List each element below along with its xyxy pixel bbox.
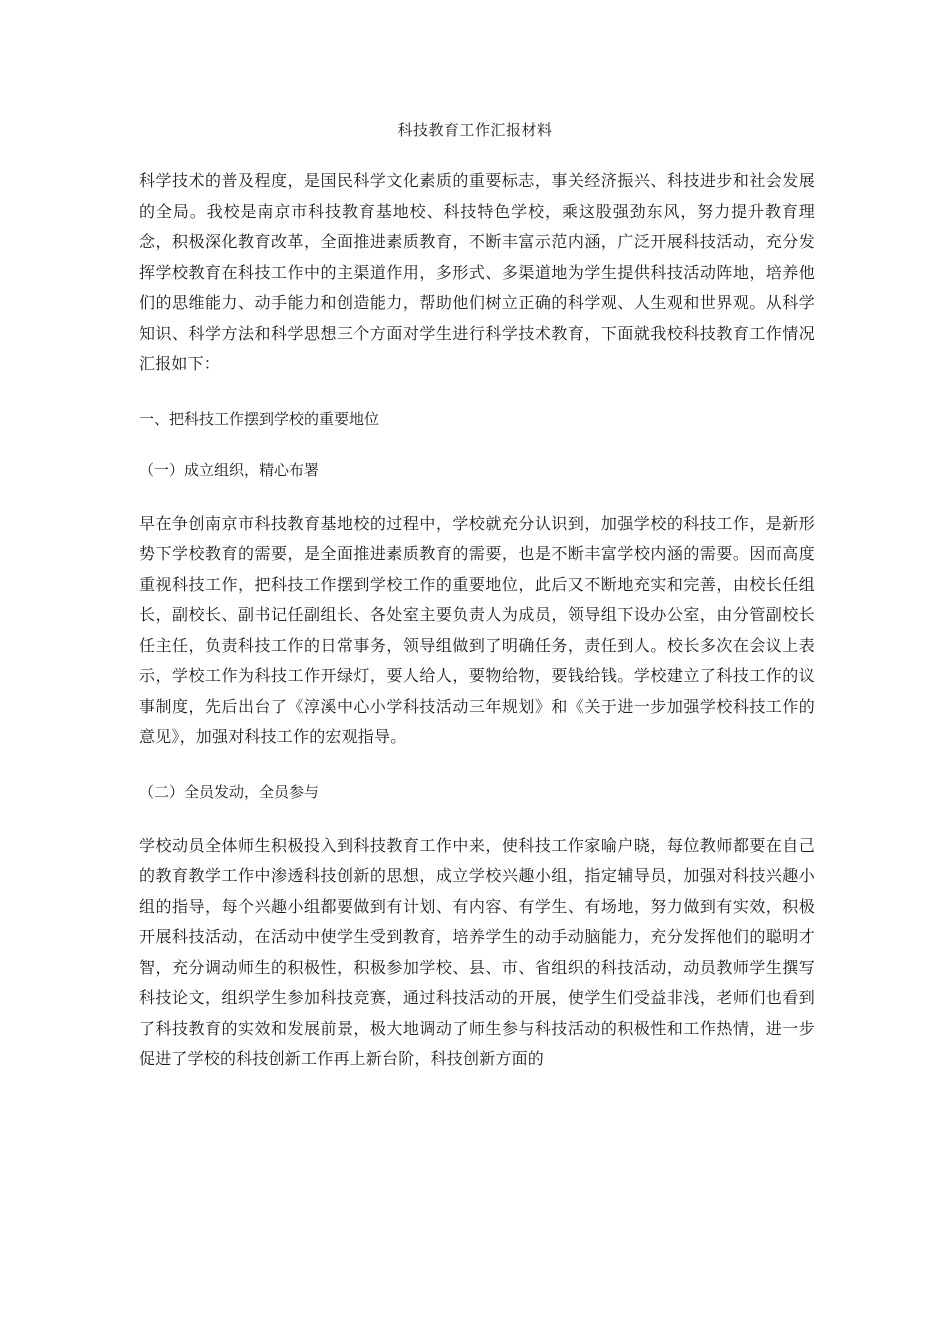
intro-paragraph: 科学技术的普及程度，是国民科学文化素质的重要标志，事关经济振兴、科技进步和社会发展的全局。我校是南京市科技教育基地校、科技特色学校，乘这股强劲东风，努力提升教育理念，积极深化教育改革，全面推进素质教育，不断丰富示范内涵，广泛开展科技活动，充分发挥学校教育在科技工作中的主渠道作用，多形式、多渠道地为学生提供科技活动阵地，培养他们的思维能力、动手能力和创造能力，帮助他们树立正确的科学观、人生观和世界观。从科学知识、科学方法和科学思想三个方面对学生进行科学技术教育，下面就我校科技教育工作情况汇报如下： (139, 171, 815, 373)
document-body (139, 166, 815, 1075)
subsection-2-paragraph: 学校动员全体师生积极投入到科技教育工作中来，使科技工作家喻户晓，每位教师都要在自己的教育教学工作中渗透科技创新的思想，成立学校兴趣小组，指定辅导员，加强对科技兴趣小组的指导，每个兴趣小组都要做到有计划、有内容、有学生、有场地，努力做到有实效，积极开展科技活动，在活动中使学生受到教育，培养学生的动手动脑能力，充分发挥他们的聪明才智，充分调动师生的积极性，积极参加学校、县、市、省组织的科技活动，动员教师学生撰写科技论文，组织学生参加科技竞赛，通过科技活动的开展，使学生们受益非浅，老师们也看到了科技教育的实效和发展前景，极大地调动了师生参与科技活动的积极性和工作热情，进一步促进了学校的科技创新工作再上新台阶，科技创新方面的 (139, 835, 815, 1068)
subsection-1-paragraph: 早在争创南京市科技教育基地校的过程中，学校就充分认识到，加强学校的科技工作，是新形势下学校教育的需要，是全面推进素质教育的需要，也是不断丰富学校内涵的需要。因而高度重视科技工作，把科技工作摆到学校工作的重要地位，此后又不断地充实和完善，由校长任组长，副校长、副书记任副组长、各处室主要负责人为成员，领导组下设办公室，由分管副校长任主任，负责科技工作的日常事务，领导组做到了明确任务，责任到人。校长多次在会议上表示，学校工作为科技工作开绿灯，要人给人，要物给物，要钱给钱。学校建立了科技工作的议事制度，先后出台了《淳溪中心小学科技活动三年规划》和《关于进一步加强学校科技工作的意见》，加强对科技工作的宏观指导。 (139, 513, 815, 746)
document-title: 科技教育工作汇报材料 (397, 121, 553, 139)
subsection-heading-2: （二）全员发动，全员参与 (139, 782, 320, 801)
subsection-heading-1: （一）成立组织，精心布署 (139, 460, 320, 479)
section-heading-1: 一、把科技工作摆到学校的重要地位 (139, 409, 380, 428)
